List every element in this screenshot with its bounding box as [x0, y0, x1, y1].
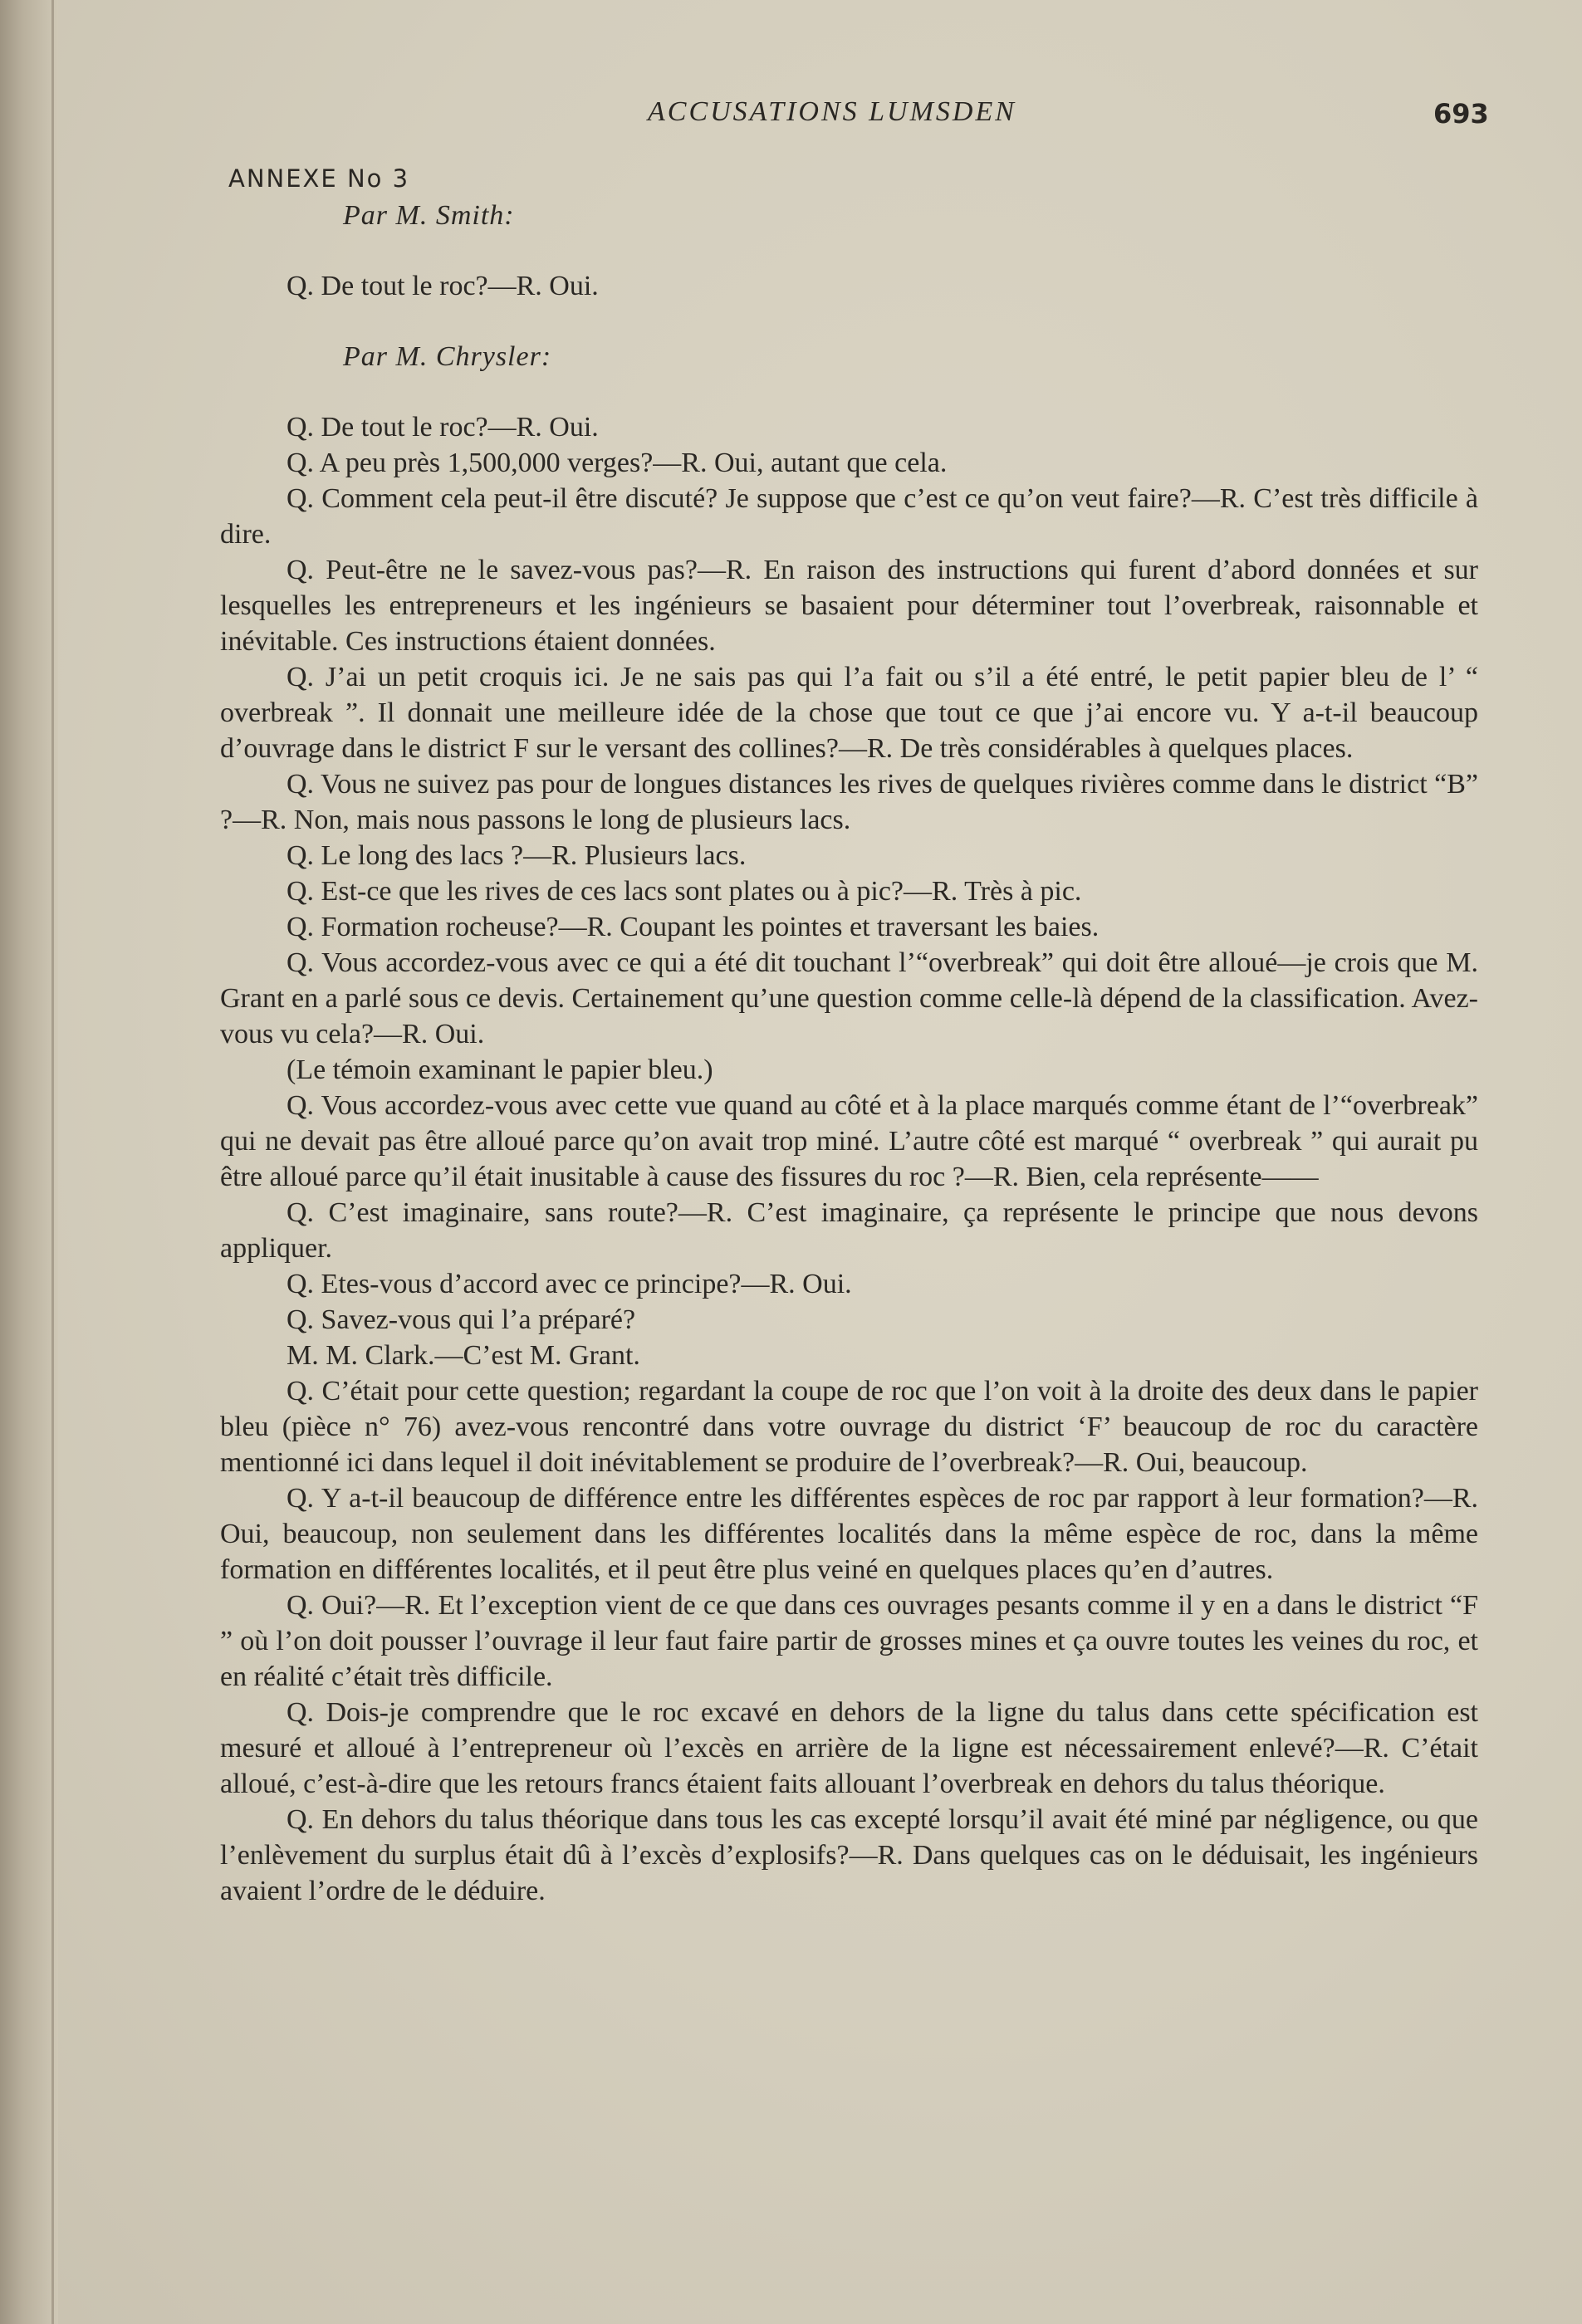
paragraph: Q. Oui?—R. Et l’exception vient de ce que dans ces ouvrages pesants comme il y en a dans le district “F ” où l’on doit pousser l’ouvrage il leur faut faire partir de grosses mines et ça ouvre toutes les veines du roc, et en réalité c’était très difficile.	[220, 1590, 1478, 1692]
paragraph: Q. En dehors du talus théorique dans tous les cas excepté lorsqu’il avait été miné par négligence, ou que l’enlèvement du surplus était dû à l’excès d’explosifs?—R. Dans quelques cas on le déduisait, les ingénieurs avaient l’ordre de le déduire.	[220, 1804, 1478, 1906]
paragraph: Q. Dois-je comprendre que le roc excavé en dehors de la ligne du talus dans cette spécification est mesuré et alloué à l’entrepreneur où l’excès en arrière de la ligne est nécessairement enlevé?—R. C’était alloué, c’est-à-dire que les retours francs étaient faits allouant l’overbreak en dehors du talus théorique.	[220, 1697, 1478, 1799]
binding-edge	[51, 0, 54, 2324]
paragraph: Q. Vous ne suivez pas pour de longues distances les rives de quelques rivières comme dans le district “B” ?—R. Non, mais nous passons le long de plusieurs lacs.	[220, 769, 1478, 835]
running-head: ACCUSATIONS LUMSDEN	[648, 96, 1016, 127]
paragraph: Q. De tout le roc?—R. Oui.	[287, 271, 599, 301]
paragraph: Q. C’était pour cette question; regardant la coupe de roc que l’on voit à la droite des deux dans le papier bleu (pièce n° 76) avez-vous rencontré dans votre ouvrage du district ‘F’ beaucoup de roc du caractère mentionné ici dans lequel il doit inévitablement se produire de l’overbreak?—R. Oui, beaucoup.	[220, 1376, 1478, 1478]
paragraph: Q. Savez-vous qui l’a préparé?	[287, 1304, 636, 1335]
paragraph: Q. A peu près 1,500,000 verges?—R. Oui, autant que cela.	[287, 448, 948, 478]
paragraph: Q. Etes-vous d’accord avec ce principe?—R. Oui.	[287, 1269, 852, 1299]
paragraph: Q. J’ai un petit croquis ici. Je ne sais pas qui l’a fait ou s’il a été entré, le petit papier bleu de l’ “ overbreak ”. Il donnait une meilleure idée de la chose que tout ce que j’ai encore vu. Y a-t-il beaucoup d’ouvrage dans le district F sur le versant des collines?—R. De très considérables à quelques places.	[220, 662, 1478, 764]
paragraph: M. M. Clark.—C’est M. Grant.	[287, 1340, 640, 1371]
paragraph: Q. Vous accordez-vous avec ce qui a été dit touchant l’“overbreak” qui doit être alloué—je crois que M. Grant en a parlé sous ce devis. Certainement qu’une question comme celle-là dépend de la classification. Avez-vous vu cela?—R. Oui.	[220, 947, 1478, 1049]
paragraph: (Le témoin examinant le papier bleu.)	[287, 1054, 713, 1085]
annex-label: ANNEXE No 3	[228, 164, 410, 193]
paragraph: Q. Y a-t-il beaucoup de différence entre les différentes espèces de roc par rapport à leur formation?—R. Oui, beaucoup, non seulement dans les différentes localités dans la même espèce de roc, dans la même formation en différentes localités, et il peut être plus veiné en quelques places qu’en d’autres.	[220, 1483, 1478, 1585]
paragraph: Q. Comment cela peut-il être discuté? Je suppose que c’est ce qu’on veut faire?—R. C’est très difficile à dire.	[220, 483, 1478, 550]
body-text	[220, 198, 1478, 1909]
paragraph: Q. Formation rocheuse?—R. Coupant les pointes et traversant les baies.	[287, 912, 1100, 942]
paragraph: Q. Est-ce que les rives de ces lacs sont plates ou à pic?—R. Très à pic.	[287, 876, 1082, 907]
paragraph: Q. Le long des lacs ?—R. Plusieurs lacs.	[287, 840, 747, 871]
paragraph: Q. C’est imaginaire, sans route?—R. C’est imaginaire, ça représente le principe que nous devons appliquer.	[220, 1197, 1478, 1264]
speaker-heading: Par M. Smith:	[343, 200, 515, 231]
speaker-heading: Par M. Chrysler:	[343, 341, 552, 372]
paragraph: Q. Peut-être ne le savez-vous pas?—R. En raison des instructions qui furent d’abord données et sur lesquelles les entrepreneurs et les ingénieurs se basaient pour déterminer tout l’overbreak, raisonnable et inévitable. Ces instructions étaient données.	[220, 555, 1478, 657]
page-number: 693	[1433, 98, 1489, 130]
paragraph: Q. Vous accordez-vous avec cette vue quand au côté et à la place marqués comme étant de l’“overbreak” qui ne devait pas être alloué parce qu’on avait trop miné. L’autre côté est marqué “ overbreak ” qui aurait pu être alloué parce qu’il était inusitable à cause des fissures du roc ?—R. Bien, cela représente——	[220, 1090, 1478, 1192]
page-gutter-shadow	[0, 0, 58, 2324]
paragraph: Q. De tout le roc?—R. Oui.	[287, 412, 599, 443]
